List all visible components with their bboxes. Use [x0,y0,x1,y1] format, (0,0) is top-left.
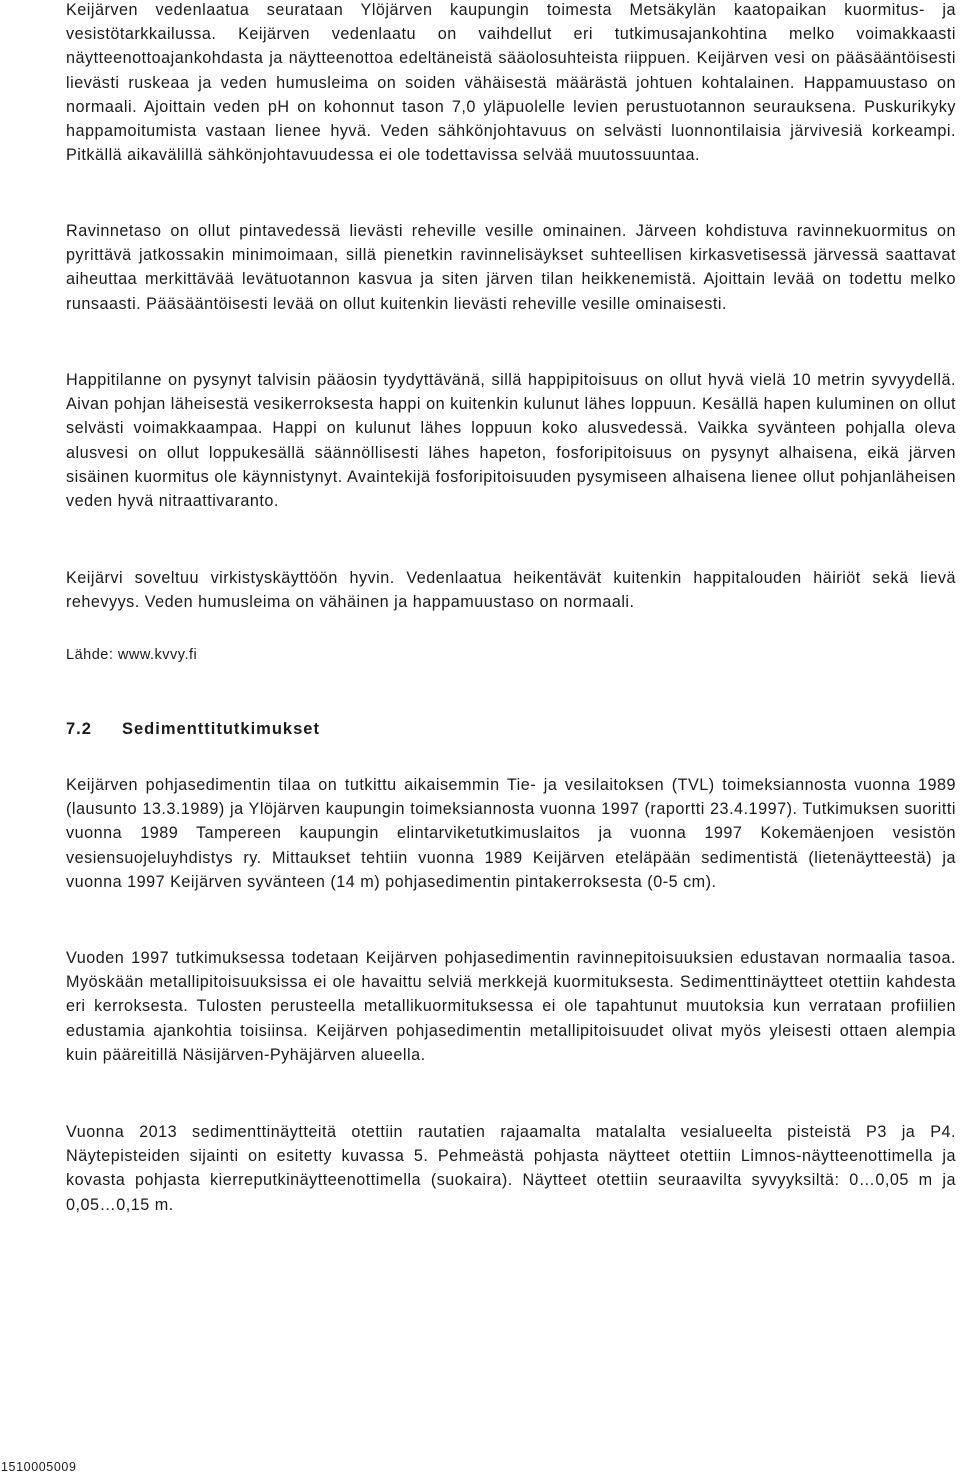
source-reference: Lähde: www.kvvy.fi [66,647,198,663]
section-title: Sedimenttitutkimukset [122,720,320,738]
paragraph-recreation: Keijärvi soveltuu virkistyskäyttöön hyvin. Vedenlaatua heikentävät kuitenkin happitalouden häiriöt sekä lievä rehevyys. Veden humusleima on vähäinen ja happamuustaso on normaali. [66,569,956,612]
paragraph-sediment-history: Keijärven pohjasedimentin tilaa on tutkittu aikaisemmin Tie- ja vesilaitoksen (TVL) toimeksiannosta vuonna 1989 (lausunto 13.3.1989) ja Ylöjärven kaupungin toimeksiannosta vuonna 1997 (raportti 23.4.1997). Tutkimuksen suoritti vuonna 1989 Tampereen kaupungin elintarviketutkimuslaitos ja vuonna 1997 Kokemäenjoen vesistön vesiensuojeluyhdistys ry. Mittaukset tehtiin vuonna 1989 Keijärven eteläpään sedimentistä (lietenäytteestä) ja vuonna 1997 Keijärven syvänteen (14 m) pohjasedimentin pintakerroksesta (0-5 cm). [66,776,956,891]
paragraph-sediment-1997: Vuoden 1997 tutkimuksessa todetaan Keijärven pohjasedimentin ravinnepitoisuuksien edustavan normaalia tasoa. Myöskään metallipitoisuuksissa ei ole havaittu selviä merkkejä kuormituksesta. Sedimenttinäytteet otettiin kahdesta eri kerroksesta. Tulosten perusteella metallikuormituksessa ei ole tapahtunut muutoksia kun verrataan profiilien edustamia ajankohtia toisiinsa. Keijärven pohjasedimentin metallipitoisuudet olivat myös yleisesti ottaen alempia kuin pääreitillä Näsijärven-Pyhäjärven alueella. [66,949,956,1064]
paragraph-sediment-2013: Vuonna 2013 sedimenttinäytteitä otettiin rautatien rajaamalta matalalta vesialueelta pisteistä P3 ja P4. Näytepisteiden sijainti on esitetty kuvassa 5. Pehmeästä pohjasta näytteet otettiin Limnos-näytteenottimella ja kovasta pohjasta kierreputkinäytteenottimella (suokaira). Näytteet otettiin seuraavilta syvyyksiltä: 0…0,05 m ja 0,05…0,15 m. [66,1123,956,1214]
paragraph-water-quality: Keijärven vedenlaatua seurataan Ylöjärven kaupungin toimesta Metsäkylän kaatopaikan kuormitus- ja vesistötarkkailussa. Keijärven vedenlaatu on vaihdellut eri tutkimusajankohtina melko voimakkaasti näytteenottoajankohdasta ja näytteenottoa edeltäneistä sääolosuhteista riippuen. Keijärven vesi on pääsääntöisesti lievästi ruskeaa ja veden humusleima on soiden vähäisestä määrästä johtuen kohtalainen. Happamuustaso on normaali. Ajoittain veden pH on kohonnut tason 7,0 yläpuolelle levien perustuotannon seurauksena. Puskurikyky happamoitumista vastaan lienee hyvä. Veden sähkönjohtavuus on selvästi luonnontilaisia järvivesiä korkeampi. Pitkällä aikavälillä sähkönjohtavuudessa ei ole todettavissa selvää muutossuuntaa. [66,1,956,165]
paragraph-nutrients: Ravinnetaso on ollut pintavedessä lievästi reheville vesille ominainen. Järveen kohdistuva ravinnekuormitus on pyrittävä jatkossakin minimoimaan, sillä pienetkin ravinnelisäykset suhteellisen kirkasvetisessä järvessä saattavat aiheuttaa merkittävää levätuotannon kasvua ja siten järven tilan heikkenemistä. Ajoittain levää on todettu melko runsaasti. Pääsääntöisesti levää on ollut kuitenkin lievästi reheville vesille ominaisesti. [66,222,956,313]
section-number: 7.2 [66,720,92,738]
document-code: 1510005009 [1,1460,77,1474]
section-heading [66,720,320,739]
paragraph-oxygen: Happitilanne on pysynyt talvisin pääosin tyydyttävänä, sillä happipitoisuus on ollut hyvä vielä 10 metrin syvyydellä. Aivan pohjan läheisestä vesikerroksesta happi on kuitenkin kulunut lähes loppuun. Kesällä hapen kuluminen on ollut selvästi voimakkaampaa. Happi on kulunut lähes loppuun koko alusvedessä. Vaikka syvänteen pohjalla oleva alusvesi on ollut loppukesällä säännöllisesti lähes hapeton, fosforipitoisuus on pysynyt alhaisena, eikä järven sisäinen kuormitus ole käynnistynyt. Avaintekijä fosforipitoisuuden pysymiseen alhaisena lienee ollut pohjanläheisen veden hyvä nitraattivaranto. [66,371,956,511]
